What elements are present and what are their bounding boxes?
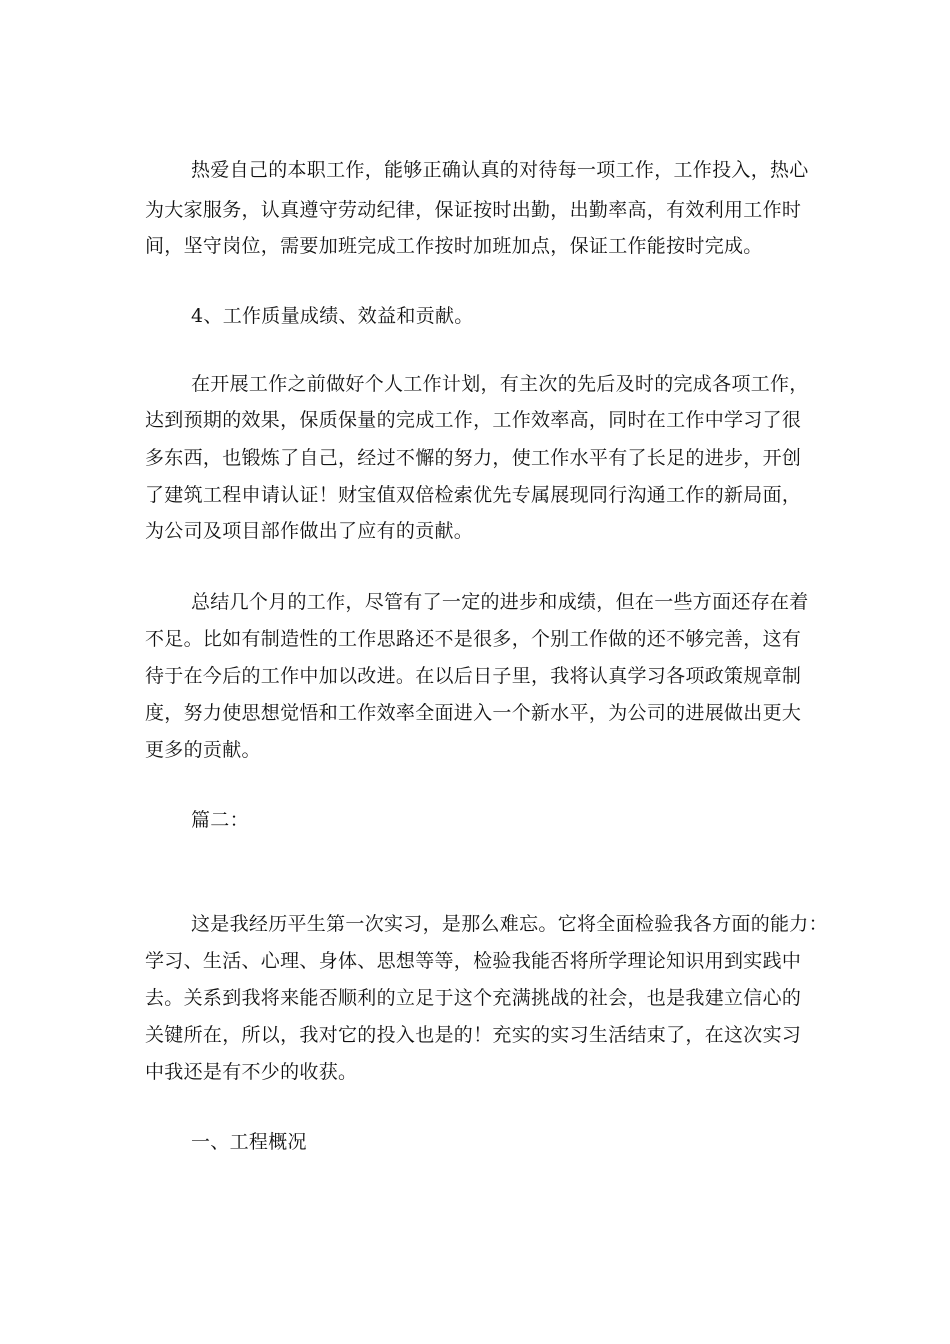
text-line: 4、工作质量成绩、效益和贡献。 bbox=[191, 305, 474, 327]
text-line: 更多的贡献。 bbox=[145, 739, 261, 761]
text-line: 度，努力使思想觉悟和工作效率全面进入一个新水平，为公司的进展做出更大 bbox=[145, 702, 802, 724]
text-line: 去。关系到我将来能否顺利的立足于这个充满挑战的社会，也是我建立信心的 bbox=[145, 987, 802, 1009]
text-line: 一、工程概况 bbox=[191, 1131, 307, 1153]
text-line: 待于在今后的工作中加以改进。在以后日子里，我将认真学习各项政策规章制 bbox=[145, 665, 802, 687]
text-line: 热爱自己的本职工作，能够正确认真的对待每一项工作，工作投入，热心 bbox=[191, 159, 809, 181]
text-line: 关键所在，所以，我对它的投入也是的！充实的实习生活结束了，在这次实习 bbox=[145, 1024, 802, 1046]
text-line: 为公司及项目部作做出了应有的贡献。 bbox=[145, 520, 474, 542]
text-line: 学习、生活、心理、身体、思想等等，检验我能否将所学理论知识用到实践中 bbox=[145, 950, 802, 972]
text-line: 间，坚守岗位，需要加班完成工作按时加班加点，保证工作能按时完成。 bbox=[145, 235, 763, 257]
text-line: 不足。比如有制造性的工作思路还不是很多，个别工作做的还不够完善，这有 bbox=[145, 628, 802, 650]
text-line: 达到预期的效果，保质保量的完成工作，工作效率高，同时在工作中学习了很 bbox=[145, 409, 802, 431]
text-line: 总结几个月的工作，尽管有了一定的进步和成绩，但在一些方面还存在着 bbox=[191, 591, 809, 613]
text-line: 篇二： bbox=[191, 809, 249, 831]
text-line: 中我还是有不少的收获。 bbox=[145, 1061, 358, 1083]
text-line: 这是我经历平生第一次实习，是那么难忘。它将全面检验我各方面的能力： bbox=[191, 913, 828, 935]
text-line: 为大家服务，认真遵守劳动纪律，保证按时出勤，出勤率高，有效利用工作时 bbox=[145, 199, 802, 221]
text-line: 在开展工作之前做好个人工作计划，有主次的先后及时的完成各项工作， bbox=[191, 373, 809, 395]
text-line: 多东西，也锻炼了自己，经过不懈的努力，使工作水平有了长足的进步，开创 bbox=[145, 447, 802, 469]
text-line: 了建筑工程申请认证！财宝值双倍检索优先专属展现同行沟通工作的新局面， bbox=[145, 484, 802, 506]
